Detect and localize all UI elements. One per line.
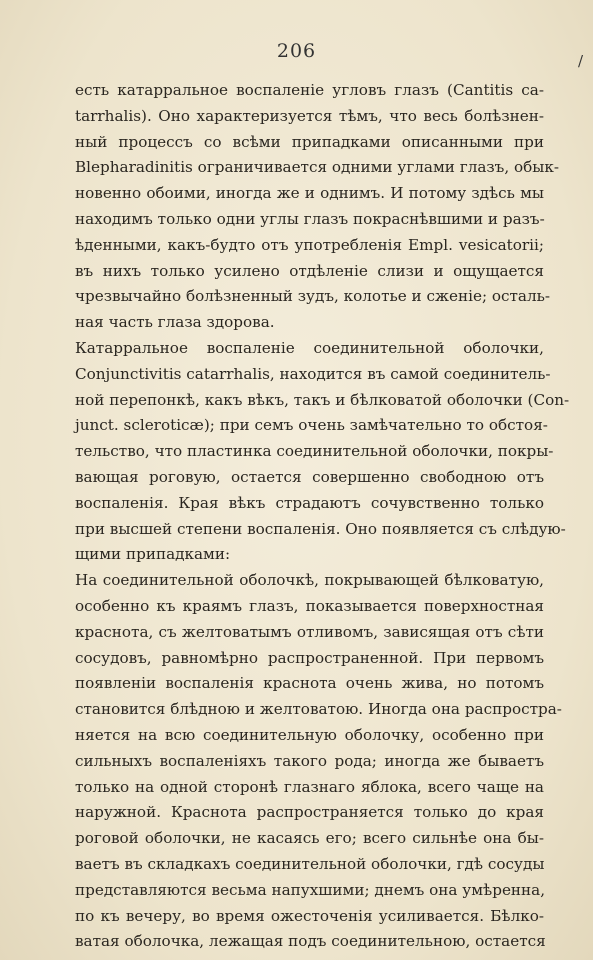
- text-line: Blepharadinitis ограничивается одними углами глазъ, обык-: [75, 158, 559, 177]
- text-line: щими припадками:: [75, 545, 231, 564]
- text-line: въ нихъ только усилено отдѣленіе слизи и ощущается: [75, 261, 544, 280]
- text-line: junct. scleroticæ); при семъ очень замѣчательно то обстоя-: [75, 416, 548, 435]
- text-line: по къ вечеру, во время ожесточенія усиливается. Бѣлко-: [75, 906, 544, 925]
- body-text: [75, 78, 570, 955]
- text-line: наружной. Краснота распространяется только до края: [75, 803, 544, 822]
- text-line: ный процессъ со всѣми припадками описанными при: [75, 132, 544, 151]
- text-line: при высшей степени воспаленія. Оно появляется съ слѣдую-: [75, 519, 566, 538]
- page-number: 206: [276, 40, 317, 62]
- text-line: особенно къ краямъ глазъ, показывается поверхностная: [75, 596, 544, 615]
- margin-mark: /: [578, 52, 584, 70]
- text-line: тельство, что пластинка соединительной оболочки, покры-: [75, 442, 554, 461]
- text-line: становится блѣдною и желтоватою. Иногда она распростра-: [75, 700, 562, 719]
- text-line: вающая роговую, остается совершенно свободною отъ: [75, 467, 544, 486]
- text-line: появленіи воспаленія краснота очень жива, но потомъ: [75, 674, 544, 693]
- text-line: Conjunctivitis catarrhalis, находится въ самой соединитель-: [75, 364, 551, 383]
- text-line: На соединительной оболочкѣ, покрывающей бѣлковатую,: [75, 571, 544, 590]
- text-line: новенно обоими, иногда же и однимъ. И потому здѣсь мы: [75, 184, 544, 203]
- text-line: tarrhalis). Оно характеризуется тѣмъ, что весь болѣзнен-: [75, 106, 544, 125]
- text-line: находимъ только одни углы глазъ покраснѣвшими и разъ-: [75, 209, 545, 228]
- text-line: ѣденными, какъ-будто отъ употребленія Empl. vesicatorii;: [75, 235, 544, 254]
- text-line: няется на всю соединительную оболочку, особенно при: [75, 725, 544, 744]
- text-line: только на одной сторонѣ глазнаго яблока, всего чаще на: [75, 777, 544, 796]
- text-line: воспаленія. Края вѣкъ страдаютъ сочувственно только: [75, 493, 544, 512]
- text-line: сосудовъ, равномѣрно распространенной. При первомъ: [75, 648, 544, 667]
- text-line: чрезвычайно болѣзненный зудъ, колотье и сженіе; осталь-: [75, 287, 551, 306]
- text-line: сильныхъ воспаленіяхъ такого рода; иногда же бываетъ: [75, 751, 544, 770]
- text-line: Катарральное воспаленіе соединительной оболочки,: [75, 338, 544, 357]
- text-line: роговой оболочки, не касаясь его; всего сильнѣе она бы-: [75, 829, 544, 848]
- text-line: ной перепонкѣ, какъ вѣкъ, такъ и бѣлковатой оболочки (Con-: [75, 390, 570, 409]
- text-line: есть катарральное воспаленіе угловъ глазъ (Cantitis ca-: [75, 81, 544, 99]
- text-line: ная часть глаза здорова.: [75, 313, 275, 332]
- text-line: представляются весьма напухшими; днемъ она умѣренна,: [75, 880, 546, 899]
- text-line: краснота, съ желтоватымъ отливомъ, зависящая отъ сѣти: [75, 622, 544, 641]
- text-line: ватая оболочка, лежащая подъ соединительною, остается: [75, 932, 546, 951]
- text-line: ваетъ въ складкахъ соединительной оболочки, гдѣ сосуды: [75, 854, 545, 873]
